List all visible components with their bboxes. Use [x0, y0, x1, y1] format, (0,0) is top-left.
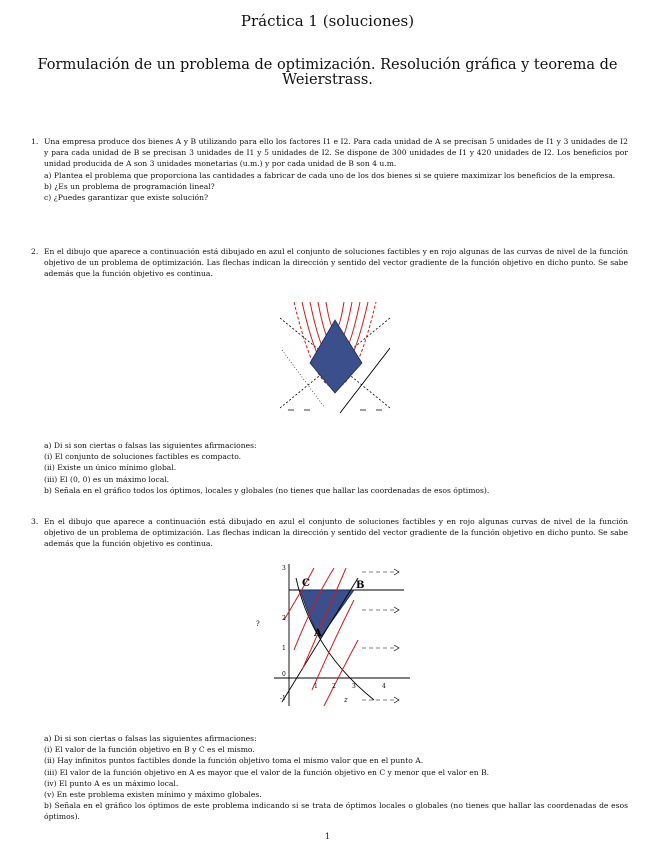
page-number: 1 [324, 832, 331, 841]
tick-label: 3 [352, 683, 356, 690]
problem-item: (ii) Hay infinitos puntos factibles donde la función objetivo toma el mismo valor que en el punto A. [44, 756, 424, 766]
label-b: B [356, 580, 365, 591]
problem-3-questions [44, 733, 628, 823]
problem-item: (i) El valor de la función objetivo en B y C es el mismo. [44, 745, 255, 755]
tick-label: 1 [282, 645, 286, 652]
arrow-heads [394, 569, 399, 703]
problem-item: b) Señala en el gráfico los óptimos de este problema indicando si se trata de óptimos locales o globales (no tienes que hallar las coordenadas de esos óptimos). [44, 801, 628, 822]
problem-item: a) Di si son ciertas o falsas las siguientes afirmaciones: [44, 734, 257, 743]
axis-label: z [344, 696, 348, 704]
problem-statement: En el dibujo que aparece a continuación está dibujado en azul el conjunto de soluciones factibles y en rojo algunas de las curvas de nivel de la función objetivo de un problema de optimización. Las flechas indican la dirección y sentido del vector gradiente de la función objetivo en dicho punto. Se sabe además que la función objetivo es continua. [44, 247, 628, 279]
problem-statement: Una empresa produce dos bienes A y B utilizando para ello los factores I1 e I2. Para cada unidad de A se precisan 5 unidades de I1 y 3 unidades de I2 y para cada unidad de B se precisan 3 unidades de I1 y 5 unidades de I2. Se dispone de 300 unidades de I1 y 420 unidades de I2. Los beneficios por unidad producida de A son 3 unidades monetarias (u.m.) y por cada unidad de B son 4 u.m. [44, 137, 628, 169]
label-c: C [302, 578, 310, 589]
problem-item: a) Di si son ciertas o falsas las siguientes afirmaciones: [44, 441, 257, 450]
label-a: A [314, 628, 322, 639]
figure-2 [280, 298, 390, 416]
problem-item: b) Señala en el gráfico todos los óptimos, locales y globales (no tienes que hallar las coordenadas de esos óptimos). [44, 485, 490, 495]
problem-item: (i) El conjunto de soluciones factibles es compacto. [44, 452, 242, 462]
figure-3 [254, 560, 414, 710]
tick-label: -1 [280, 695, 286, 702]
gradient-arrows [362, 572, 394, 700]
tick-label: 3 [282, 565, 286, 572]
tick-label: 2 [282, 615, 286, 622]
problem-item: (iii) El (0, 0) es un máximo local. [44, 474, 170, 484]
tick-label: 4 [382, 683, 386, 690]
page-title: Práctica 1 (soluciones) [240, 12, 415, 30]
level-curve [324, 640, 358, 706]
problem-item: a) Plantea el problema que proporciona las cantidades a fabricar de cada uno de los dos bienes si se quiere maximizar los beneficios de la empresa. [44, 170, 616, 180]
problem-item: (ii) Existe un único mínimo global. [44, 463, 177, 473]
problem-number: 2. [31, 247, 39, 256]
page-subtitle: Formulación de un problema de optimización. Resolución gráfica y teorema de Weierstrass. [37, 57, 618, 88]
problem-item: b) ¿Es un problema de programación lineal? [44, 181, 215, 191]
tick-label: 1 [314, 683, 318, 690]
problem-item: (v) En este problema existen mínimo y máximo globales. [44, 790, 262, 800]
axis-label: ? [256, 620, 260, 628]
feasible-set [310, 320, 362, 393]
problem-number: 1. [31, 137, 39, 146]
problem-item: c) ¿Puedes garantizar que existe solución? [44, 193, 209, 203]
problem-1 [31, 136, 628, 203]
problem-statement: En el dibujo que aparece a continuación está dibujado en azul el conjunto de soluciones factibles y en rojo algunas curvas de nivel de la función objetivo de un problema de optimización. Las flechas indican la dirección y sentido del vector gradiente de la función objetivo en dicho punto. Se sabe además que la función objetivo es continua. [44, 517, 628, 549]
tick-label: 0 [282, 671, 286, 678]
problem-2 [31, 246, 628, 280]
problem-item: (iv) El punto A es un máximo local. [44, 778, 179, 788]
tick-label: 2 [332, 683, 336, 690]
problem-item: (iii) El valor de la función objetivo en A es mayor que el valor de la función objetivo en C y menor que el valor en B. [44, 767, 490, 777]
problem-2-questions [44, 440, 628, 496]
problem-number: 3. [31, 517, 39, 526]
problem-3 [31, 516, 628, 550]
